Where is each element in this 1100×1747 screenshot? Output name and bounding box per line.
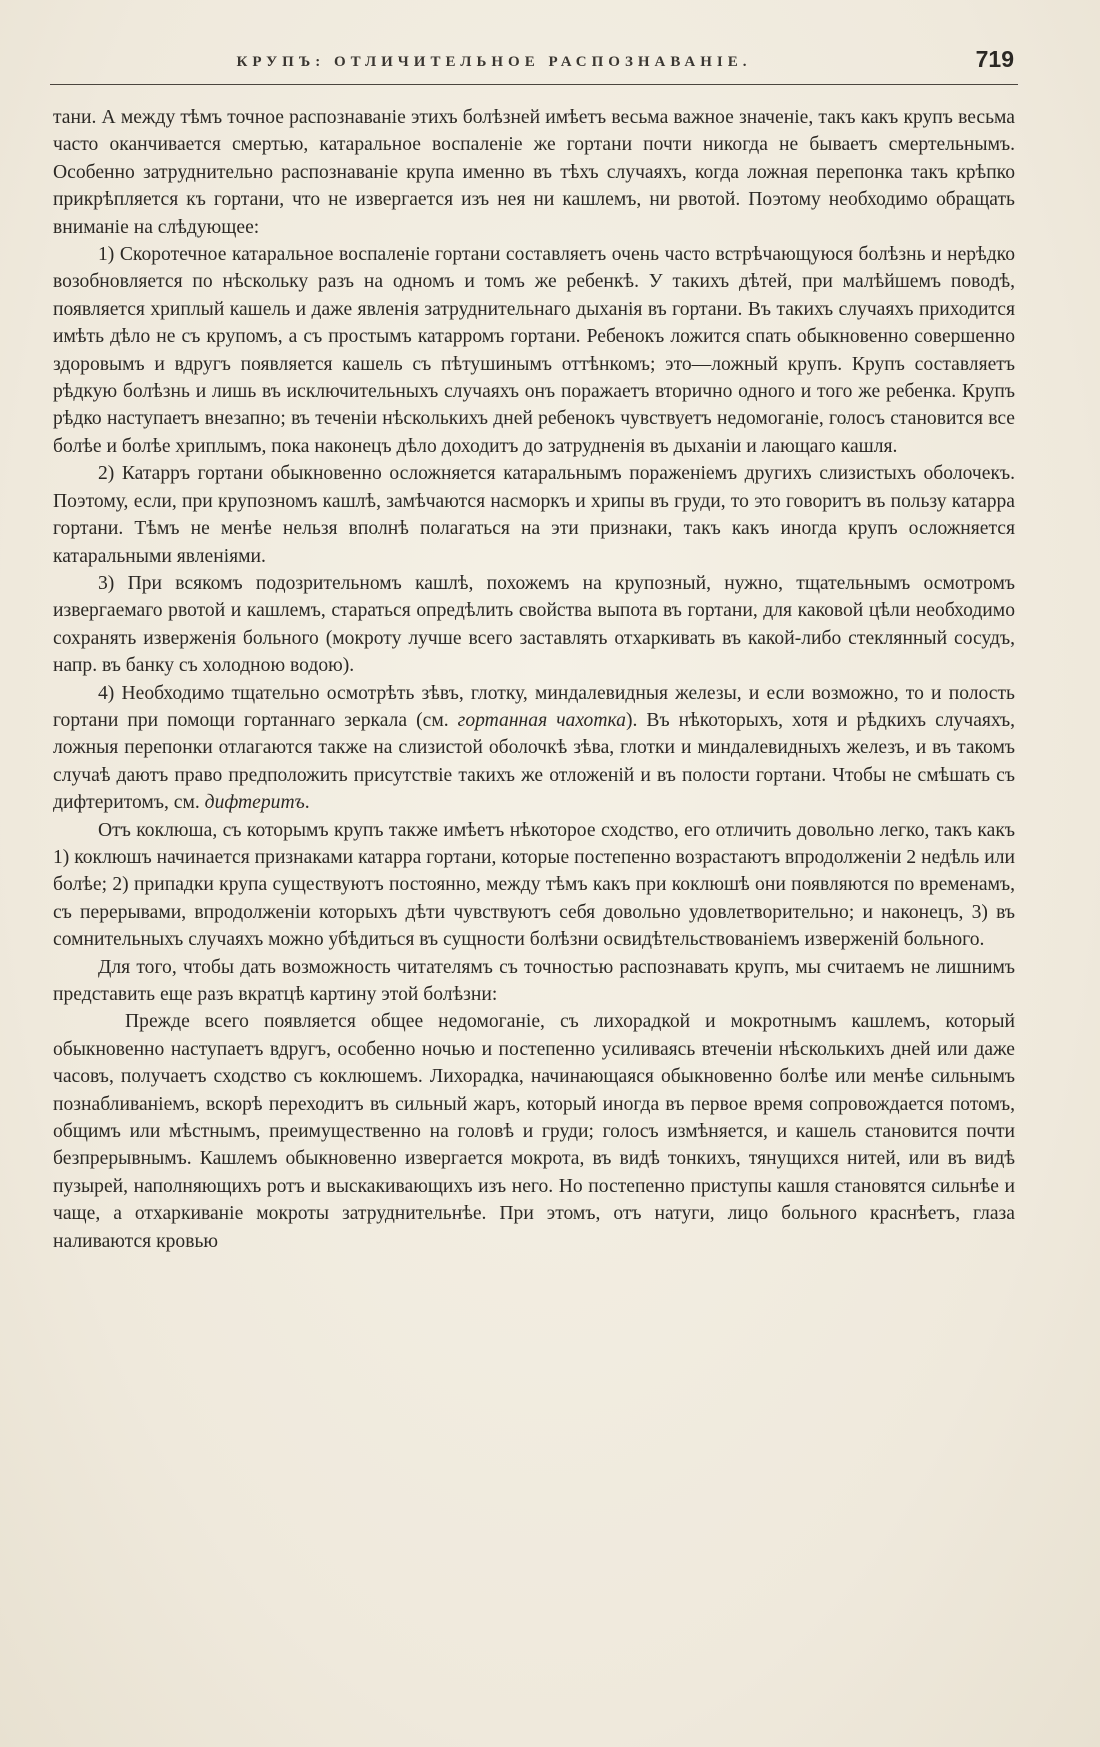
paragraph-disease-picture: Прежде всего появляется общее недомоганiе, съ лихорадкой и мокротнымъ кашлемъ, который обыкновенно наступаетъ вдругъ, особенно ночью и постепенно усиливаясь втеченiи нѣсколькихъ дней или даже часовъ, получаетъ сходство съ коклюшемъ. Лихорадка, начинающаяся обыкновенно болѣе или менѣе сильнымъ познабливанiемъ, вскорѣ переходитъ въ сильный жаръ, который иногда въ первое время сопровождается потомъ, общимъ или мѣстнымъ, преимущественно на головѣ и груди; голосъ измѣняется, и кашель становится почти безпрерывнымъ. Кашлемъ обыкновенно извергается мокрота, въ видѣ тонкихъ, тянущихся нитей, или въ видѣ пузырей, наполняющихъ ротъ и выскакивающихъ изъ него. Но постепенно приступы кашля становятся сильнѣе и чаще, а отхаркиванiе мокроты затруднительнѣе. При этомъ, отъ натуги, лицо больного краснѣетъ, глаза наливаются кровью xyxy=(53,1011,1015,1252)
point-4-text-c: . xyxy=(304,792,310,814)
point-4-text-a: 4) Необходимо тщательно осмотрѣть зѣвъ, глотку, миндалевидныя железы, и если возможно, то и полость гортани при помощи гортаннаго зеркала (см. xyxy=(53,682,1015,731)
cross-reference-link: дифтеритъ xyxy=(204,792,305,814)
point-4-text-b: ). Въ нѣкоторыхъ, хотя и рѣдкихъ случаяхъ, ложныя перепонки отлагаются также на слизистой оболочкѣ зѣва, глотки и миндалевидныхъ железъ, и въ такомъ случаѣ даютъ право предположить присутствiе такихъ же отложенiй и въ полости гортани. Чтобы не смѣшать съ дифтеритомъ, см. xyxy=(53,709,1015,814)
paragraph-point-2: 2) Катарръ гортани обыкновенно осложняется катаральнымъ пораженiемъ другихъ слизистыхъ оболочекъ. Поэтому, если, при крупозномъ кашлѣ, замѣчаются насморкъ и хрипы въ груди, то это говоритъ въ пользу катарра гортани. Тѣмъ не менѣе нельзя вполнѣ полагаться на эти признаки, такъ какъ иногда крупъ осложняется катаральными явленiями. xyxy=(53,463,1015,567)
paragraph-whooping-cough: Отъ коклюша, съ которымъ крупъ также имѣетъ нѣкоторое сходство, его отличить довольно легко, такъ какъ 1) коклюшъ начинается признаками катарра гортани, которые постепенно возрастаютъ впродолженiи 2 недѣль или болѣе; 2) припадки крупа существуютъ постоянно, между тѣмъ какъ при коклюшѣ они появляются по временамъ, съ перерывами, впродолженiи которыхъ дѣти чувствуютъ себя довольно удовлетворительно; и наконецъ, 3) въ сомнительныхъ случаяхъ можно убѣдиться въ сущности болѣзни освидѣтельствованiемъ изверженiй больного. xyxy=(53,819,1015,951)
cross-reference-link: гортанная чахотка xyxy=(457,709,626,731)
paragraph-continuation: тани. А между тѣмъ точное распознаванiе этихъ болѣзней имѣетъ весьма важное значенiе, такъ какъ крупъ весьма часто оканчивается смертью, катаральное воспаленiе же гортани почти никогда не бываетъ смертельнымъ. Особенно затруднительно распознаванiе крупа именно въ тѣхъ случаяхъ, когда ложная перепонка такъ крѣпко прикрѣпляется къ гортани, что не извергается изъ нея ни кашлемъ, ни рвотой. Поэтому необходимо обращать вниманiе на слѣдующее: xyxy=(53,107,1015,238)
paragraph-point-1: 1) Скоротечное катаральное воспаленiе гортани составляетъ очень часто встрѣчающуюся болѣзнь и нерѣдко возобновляется по нѣскольку разъ на одномъ и томъ же ребенкѣ. У такихъ дѣтей, при малѣйшемъ поводѣ, появляется хриплый кашель и даже явленiя затруднительнаго дыханiя въ гортани. Въ такихъ случаяхъ приходится имѣть дѣло не съ крупомъ, а съ простымъ катарромъ гортани. Ребенокъ ложится спать обыкновенно совершенно здоровымъ и вдругъ появляется кашель съ пѣтушинымъ оттѣнкомъ; это—ложный крупъ. Крупъ составляетъ рѣдкую болѣзнь и лишь въ исключительныхъ случаяхъ онъ поражаетъ вторично одного и того же ребенка. Крупъ рѣдко наступаетъ внезапно; въ теченiи нѣсколькихъ дней ребенокъ чувствуетъ недомоганiе, голосъ становится все болѣе и болѣе хриплымъ, пока наконецъ дѣло доходитъ до затрудненiя въ дыханiи и лающаго кашля. xyxy=(53,244,1015,457)
header-rule xyxy=(50,84,1018,85)
paragraph-point-4 xyxy=(53,680,1015,817)
paragraph-summary-intro: Для того, чтобы дать возможность читателямъ съ точностью распознавать крупъ, мы считаемъ не лишнимъ представить еще разъ вкратцѣ картину этой болѣзни: xyxy=(53,956,1015,1005)
page-header xyxy=(50,44,1018,84)
body-text xyxy=(53,104,1015,1255)
paragraph-point-3: 3) При всякомъ подозрительномъ кашлѣ, похожемъ на крупозный, нужно, тщательнымъ осмотромъ извергаемаго рвотой и кашлемъ, стараться опредѣлить свойства выпота въ гортани, для каковой цѣли необходимо сохранять изверженiя больного (мокроту лучше всего заставлять отхаркивать въ какой-либо стеклянный сосудъ, напр. въ банку съ холодною водою). xyxy=(53,572,1015,677)
page-number: 719 xyxy=(975,46,1014,72)
running-title: КРУПЪ: ОТЛИЧИТЕЛЬНОЕ РАСПОЗНАВАНІЕ. xyxy=(236,54,752,70)
